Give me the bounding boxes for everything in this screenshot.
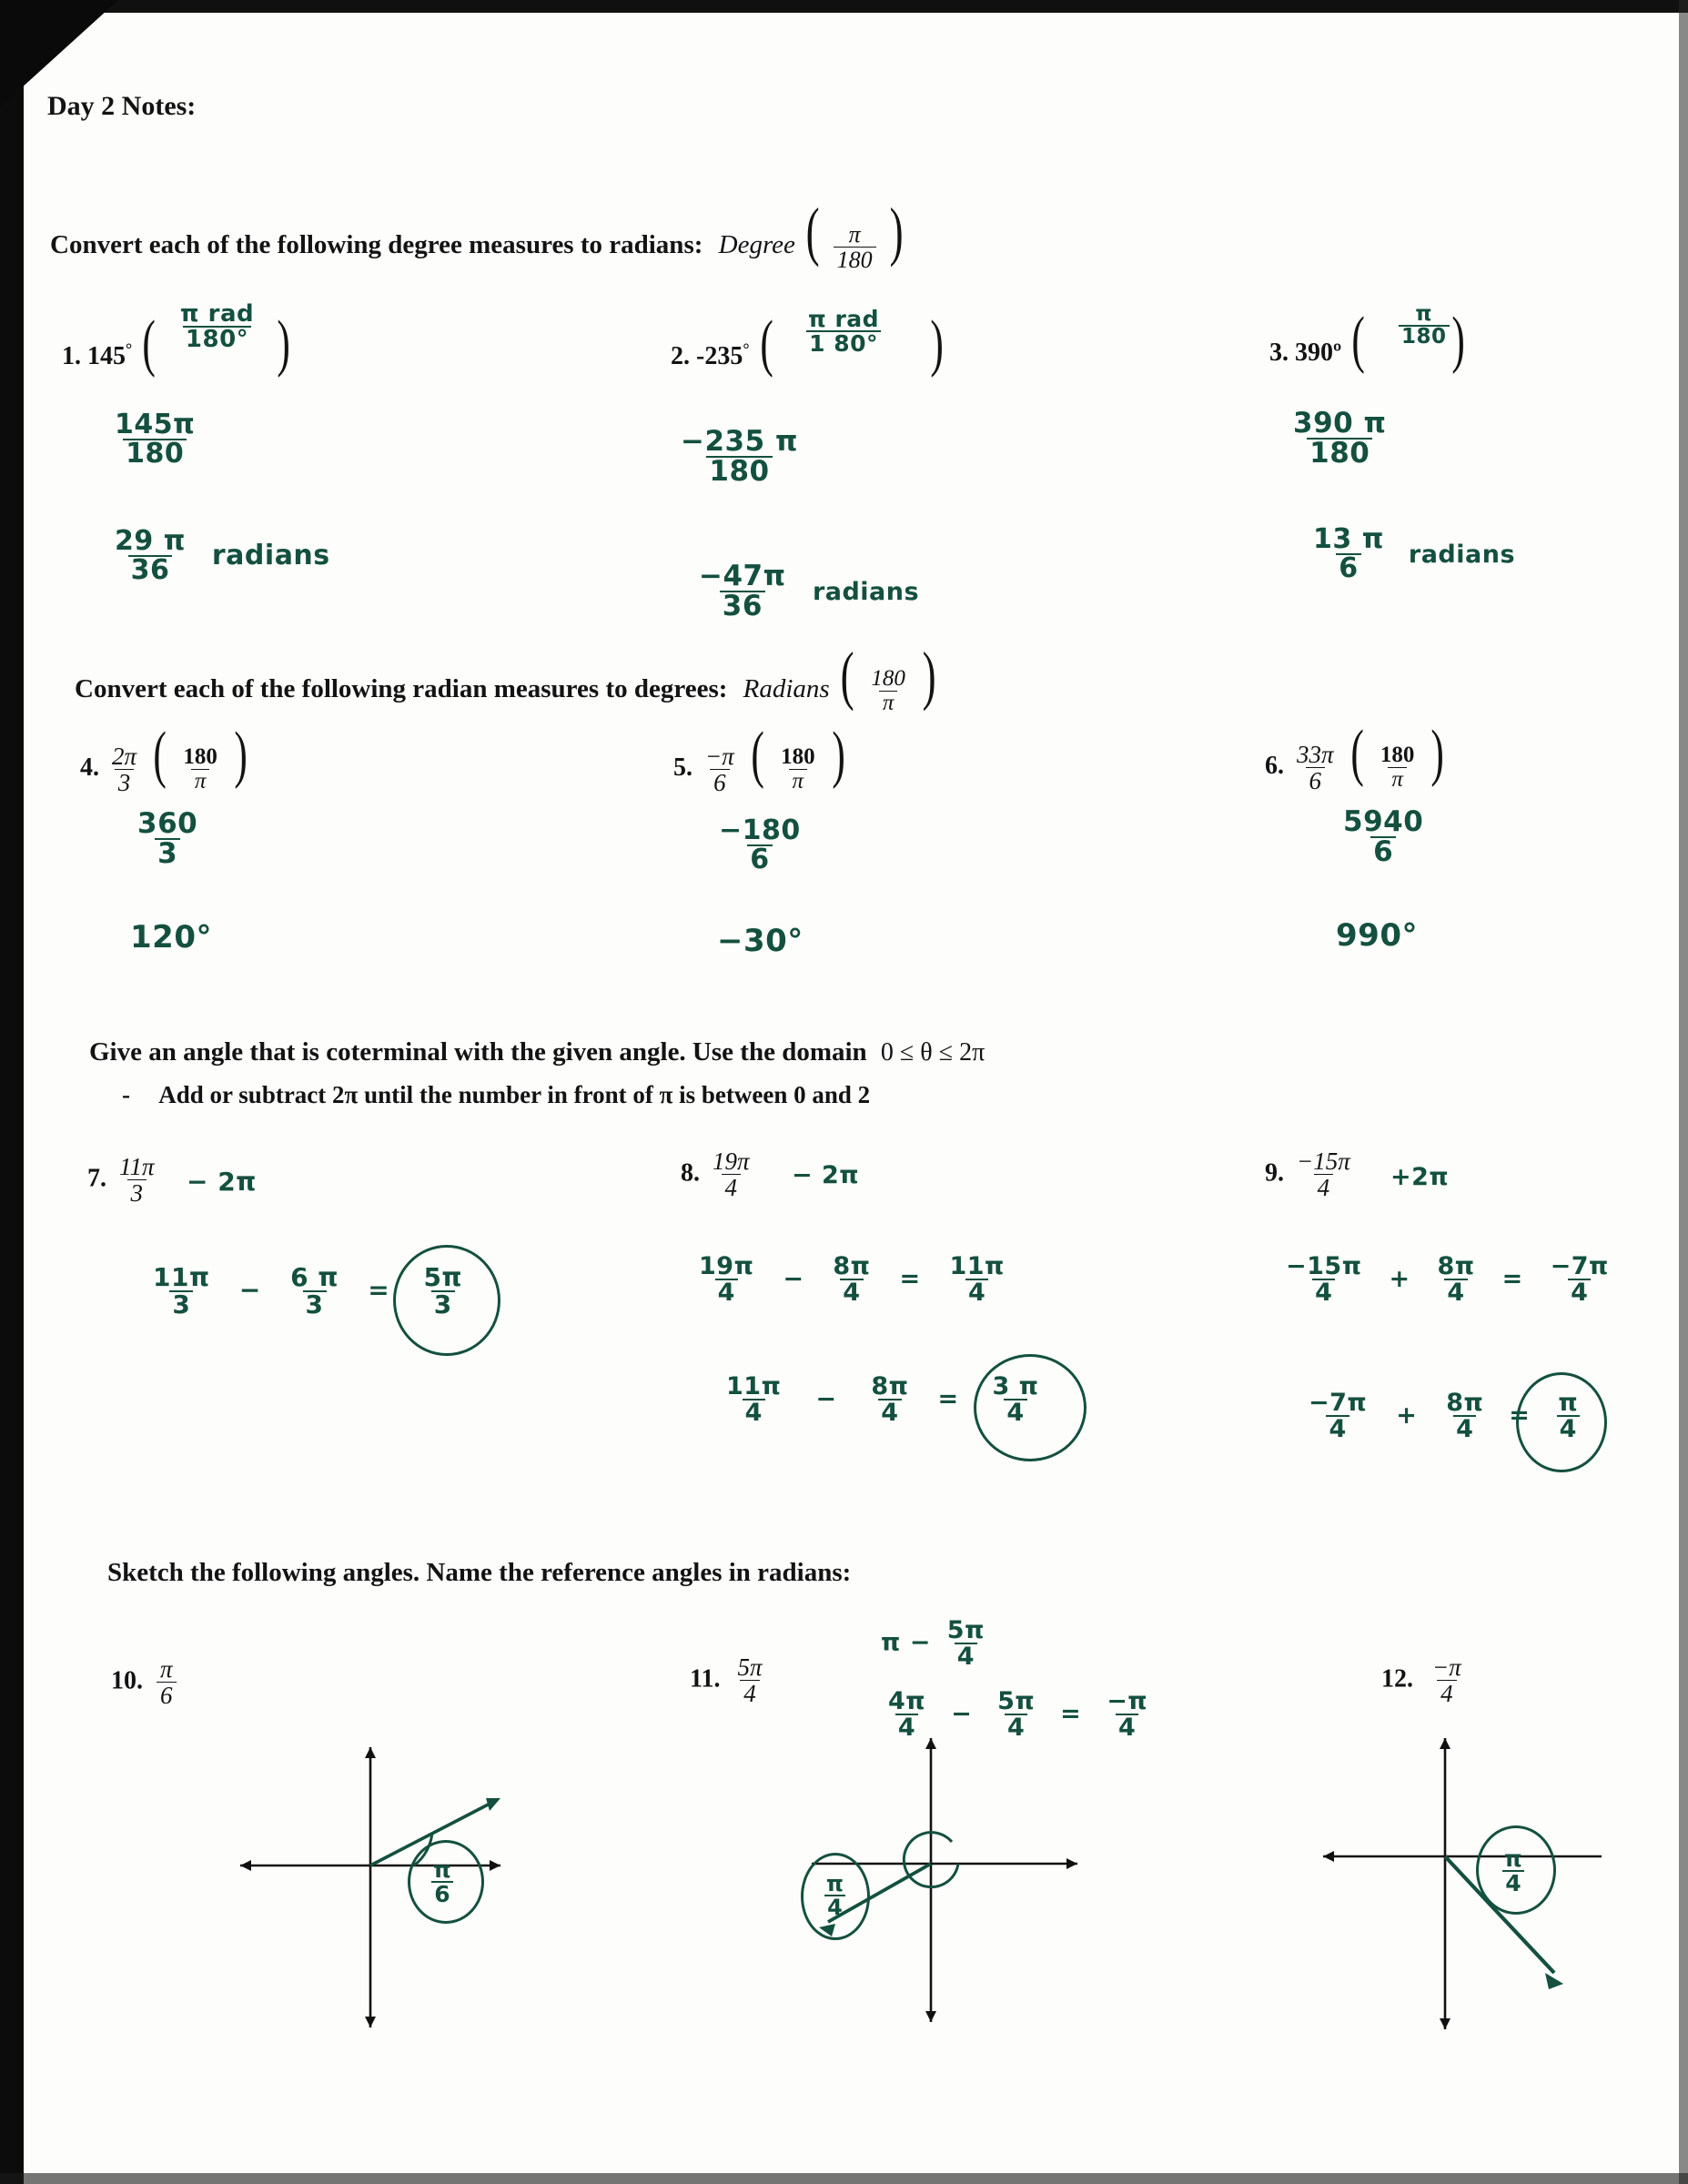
problem-4-line1 [130, 807, 205, 870]
problem-6-fraction [1293, 742, 1338, 794]
conversion-fraction [867, 667, 909, 716]
conversion-label: Radians [743, 674, 830, 703]
coterminal-bullet [122, 1081, 870, 1109]
paren-close: ) [234, 720, 248, 790]
reference-den: 4 [824, 1895, 845, 1918]
line1-den: 180 [1307, 438, 1372, 468]
problem-2-degrees: -235 [696, 342, 743, 370]
bullet-text: Add or subtract 2π until the number in front of π is between 0 and 2 [158, 1081, 871, 1108]
setup-num: π [1415, 302, 1433, 326]
problem-10-fraction [157, 1656, 177, 1709]
prompt-num: 33π [1297, 740, 1334, 768]
row2-b-num: 8π [1446, 1389, 1484, 1417]
factor-num: 180 [1380, 742, 1415, 767]
line1-num: 145π [115, 409, 196, 440]
line1-num: 360 [137, 807, 198, 840]
paren-open: ( [759, 308, 773, 379]
paren-close: ) [930, 308, 944, 379]
prompt-den: 4 [1437, 1680, 1457, 1706]
answer-num: 5π [423, 1262, 463, 1292]
problem-2-line1 [673, 425, 805, 488]
prompt-den: 6 [710, 769, 730, 795]
problem-8-prompt [681, 1148, 756, 1201]
problem-3-setup-work [1394, 304, 1454, 348]
scan-edge-top [0, 0, 1688, 13]
reference-num: π [826, 1871, 844, 1896]
prompt-num: −π [1432, 1653, 1461, 1681]
problem-12-sketch [1310, 1729, 1620, 2038]
setup-fraction [177, 302, 257, 351]
prompt-num: −π [705, 742, 734, 770]
factor-fraction [179, 745, 221, 794]
row2-c-den: 4 [1557, 1415, 1580, 1441]
answer-num: 13 π [1313, 523, 1384, 555]
reference-den: 6 [431, 1881, 453, 1906]
bullet-dash: - [122, 1081, 130, 1108]
problem-10-prompt [111, 1656, 179, 1709]
problem-1-setup-work [173, 302, 261, 351]
work-line2-a-den: 4 [895, 1714, 918, 1740]
problem-7-number: 7. [87, 1164, 106, 1193]
problem-1-number: 1. [62, 342, 81, 370]
minus-sign: − [238, 1275, 261, 1305]
problem-5-number: 5. [673, 753, 692, 782]
problem-10-reference-circle [408, 1840, 484, 1924]
problem-9-prompt [1265, 1148, 1357, 1201]
prompt-num: 11π [119, 1153, 155, 1180]
row1-a-num: 19π [699, 1252, 754, 1280]
problem-11-reference-circle [801, 1853, 870, 1940]
paren-open: ( [1351, 305, 1366, 375]
problem-7-fraction [116, 1154, 158, 1207]
problem-6-line1 [1336, 805, 1430, 868]
problem-8-answer-circle [974, 1354, 1087, 1461]
row1-eq: = [899, 1264, 921, 1293]
setup-den: 1 80° [806, 330, 881, 355]
conversion-num: π [848, 220, 861, 248]
conversion-label: Degree [718, 230, 795, 259]
factor-num: 180 [183, 743, 217, 769]
paren-close: ) [922, 638, 936, 712]
factor-den: π [191, 769, 210, 794]
row1-c-den: 4 [965, 1279, 988, 1305]
work-line2-c-num: −π [1107, 1687, 1148, 1715]
problem-1-line1 [107, 411, 202, 468]
row2-b-num: 8π [871, 1372, 909, 1400]
paren-close: ) [831, 720, 845, 790]
work-line1-num: 5π [946, 1616, 985, 1644]
problem-5-fraction [702, 743, 738, 796]
problem-3-line1 [1286, 407, 1394, 470]
row2-b-den: 4 [1453, 1415, 1476, 1441]
answer-unit: radians [211, 539, 330, 571]
answer-unit: radians [1408, 540, 1516, 569]
paren-close: ) [276, 308, 290, 379]
problem-11-fraction [733, 1654, 765, 1707]
reference-num: π [433, 1856, 452, 1883]
row1-b-num: 8π [833, 1252, 871, 1280]
problem-5-prompt [673, 719, 849, 795]
problem-11-number: 11. [690, 1664, 721, 1694]
prompt-num: π [160, 1655, 173, 1683]
line1-den: 6 [747, 844, 772, 874]
problem-9-work-row1 [1279, 1254, 1616, 1305]
problem-4-fraction [108, 743, 140, 796]
conversion-num: 180 [871, 665, 905, 691]
row2-a-den: 4 [743, 1399, 765, 1425]
row2-op: − [815, 1384, 837, 1413]
paren-open: ( [805, 194, 820, 268]
factor-den: π [1388, 767, 1407, 792]
line1-num: −235 π [681, 425, 798, 458]
axis-svg [1310, 1729, 1620, 2038]
step-a-num: 11π [153, 1262, 210, 1292]
scan-edge-right [1679, 0, 1688, 2184]
problem-1-answer [107, 525, 330, 586]
row1-c-den: 4 [1568, 1279, 1591, 1305]
row2-c-num: π [1558, 1389, 1579, 1417]
instruction-sketch: Sketch the following angles. Name the reference angles in radians: [107, 1558, 852, 1587]
problem-11-prompt [690, 1654, 769, 1707]
row1-op: + [1389, 1264, 1410, 1293]
row2-eq: = [1509, 1400, 1531, 1430]
prompt-num: 2π [112, 742, 137, 770]
problem-2-number: 2. [671, 342, 690, 370]
instruction-radians-to-degrees [75, 637, 940, 715]
problem-4-prompt [80, 719, 251, 795]
problem-3-answer [1306, 523, 1516, 584]
line1-num: −180 [719, 814, 801, 846]
degree-symbol: ° [126, 339, 133, 359]
row2-c-den: 4 [1004, 1399, 1026, 1425]
scan-edge-bottom [0, 2173, 1688, 2184]
line1-den: 6 [1370, 836, 1396, 866]
row1-eq: = [1501, 1264, 1523, 1293]
line1-den: 180 [706, 456, 772, 486]
paren-open: ( [840, 638, 854, 712]
work-line1-den: 4 [955, 1643, 977, 1669]
conversion-den: 180 [834, 247, 876, 272]
prompt-den: 4 [722, 1174, 742, 1200]
problem-9-number: 9. [1265, 1158, 1284, 1188]
work-line2-c-den: 4 [1116, 1714, 1138, 1740]
instruction-degrees-to-radians [50, 193, 907, 272]
instruction-text: Convert each of the following radian measures to degrees: [75, 674, 728, 703]
factor-fraction [1377, 743, 1419, 793]
prompt-den: 6 [157, 1682, 177, 1708]
work-line2-b-den: 4 [1005, 1714, 1027, 1740]
factor-num: 180 [781, 743, 815, 769]
answer-num: −47π [699, 560, 786, 592]
line1-num: 390 π [1293, 407, 1387, 440]
problem-9-operation: +2π [1390, 1163, 1450, 1191]
answer-den: 6 [1336, 553, 1360, 582]
row1-c-num: 11π [949, 1252, 1005, 1280]
work-line2-b-num: 5π [997, 1687, 1036, 1715]
problem-1-degrees: 145 [87, 342, 126, 370]
row2-a-num: 11π [726, 1372, 782, 1400]
problem-7-prompt [87, 1154, 161, 1207]
problem-8-number: 8. [681, 1158, 700, 1188]
problem-6-number: 6. [1265, 752, 1284, 780]
paren-close: ) [1430, 718, 1445, 788]
line1-den: 180 [123, 439, 187, 468]
problem-12-number: 12. [1381, 1664, 1413, 1694]
reference-num: π [1504, 1845, 1523, 1872]
problem-2-answer [692, 562, 919, 621]
problem-12-reference-circle [1476, 1825, 1556, 1915]
answer-den: 3 [431, 1290, 455, 1318]
setup-num: π rad [180, 300, 255, 328]
setup-num: π rad [808, 306, 880, 332]
paren-close: ) [1450, 305, 1465, 375]
answer-num: 29 π [115, 525, 186, 557]
page-title: Day 2 Notes: [47, 91, 197, 121]
row1-b-den: 4 [1444, 1279, 1467, 1305]
step-b-num: 6 π [290, 1262, 339, 1292]
row2-op: + [1396, 1400, 1418, 1430]
reference-den: 4 [1502, 1870, 1524, 1895]
problem-5-answer: −30° [717, 923, 804, 959]
prompt-den: 4 [1314, 1174, 1334, 1200]
problem-3-number: 3. [1269, 339, 1289, 367]
paren-close: ) [889, 194, 904, 268]
paren-open: ( [751, 720, 764, 790]
prompt-den: 3 [115, 769, 135, 795]
conversion-fraction [834, 222, 876, 273]
setup-den: 180 [1399, 325, 1450, 348]
problem-6-answer: 990° [1336, 917, 1418, 954]
domain-expression: 0 ≤ θ ≤ 2π [880, 1038, 986, 1067]
prompt-den: 3 [127, 1179, 147, 1206]
row1-b-num: 8π [1437, 1252, 1475, 1280]
setup-den: 180° [183, 326, 251, 351]
problem-8-operation: − 2π [792, 1161, 860, 1189]
work-line2-eq: = [1060, 1699, 1082, 1728]
line1-den: 3 [155, 838, 180, 868]
prompt-num: 19π [713, 1148, 750, 1175]
instruction-coterminal [89, 1037, 985, 1067]
prompt-num: −15π [1297, 1148, 1350, 1175]
problem-10-number: 10. [111, 1666, 143, 1695]
conversion-den: π [879, 691, 898, 715]
problem-9-fraction [1293, 1148, 1354, 1201]
paren-open: ( [142, 308, 157, 379]
problem-8-work-row1 [692, 1254, 1012, 1305]
step-a-den: 3 [169, 1290, 193, 1318]
answer-unit: radians [812, 577, 920, 606]
row1-op: − [783, 1264, 804, 1293]
row1-a-num: −15π [1286, 1252, 1362, 1280]
problem-6-prompt [1265, 717, 1449, 794]
row1-c-num: −7π [1550, 1252, 1609, 1280]
line1-num: 5940 [1343, 805, 1424, 838]
work-line1-a: π − [881, 1628, 931, 1657]
prompt-num: 5π [737, 1653, 763, 1681]
row2-b-den: 4 [878, 1399, 901, 1425]
paren-open: ( [153, 720, 167, 790]
problem-7-operation: − 2π [187, 1167, 257, 1197]
row1-a-den: 4 [1312, 1279, 1335, 1305]
row2-a-num: −7π [1309, 1389, 1368, 1417]
scan-edge-left [0, 0, 24, 2184]
problem-12-fraction [1429, 1654, 1465, 1707]
problem-9-answer-circle [1516, 1372, 1607, 1472]
factor-fraction [777, 745, 819, 794]
problem-2-setup-work [801, 308, 886, 355]
prompt-den: 4 [740, 1680, 760, 1706]
work-line2-op: − [951, 1699, 973, 1728]
answer-den: 36 [128, 555, 173, 584]
factor-den: π [789, 769, 808, 794]
instruction-text: Convert each of the following degree measures to radians: [50, 230, 703, 259]
step-b-den: 3 [303, 1290, 327, 1318]
instruction-text: Give an angle that is coterminal with the given angle. Use the domain [89, 1037, 867, 1067]
row1-a-den: 4 [715, 1279, 738, 1305]
row2-c-num: 3 π [992, 1372, 1039, 1400]
row2-a-den: 4 [1326, 1415, 1349, 1441]
problem-8-fraction [709, 1148, 753, 1201]
answer-den: 36 [720, 591, 765, 621]
row1-b-den: 4 [840, 1279, 863, 1305]
problem-5-line1 [712, 814, 808, 875]
paren-open: ( [1349, 718, 1364, 788]
row2-eq: = [937, 1384, 959, 1413]
problem-3-degrees: 390º [1295, 339, 1342, 367]
problem-11-work-line1 [881, 1618, 992, 1669]
problem-7-answer-circle [393, 1245, 500, 1356]
degree-symbol: ° [743, 339, 750, 359]
problem-12-prompt [1381, 1654, 1468, 1707]
work-line2-a-num: 4π [888, 1687, 926, 1715]
prompt-den: 6 [1306, 767, 1326, 794]
equals-sign: = [368, 1275, 390, 1305]
problem-4-number: 4. [80, 753, 99, 782]
problem-4-answer: 120° [130, 919, 212, 956]
